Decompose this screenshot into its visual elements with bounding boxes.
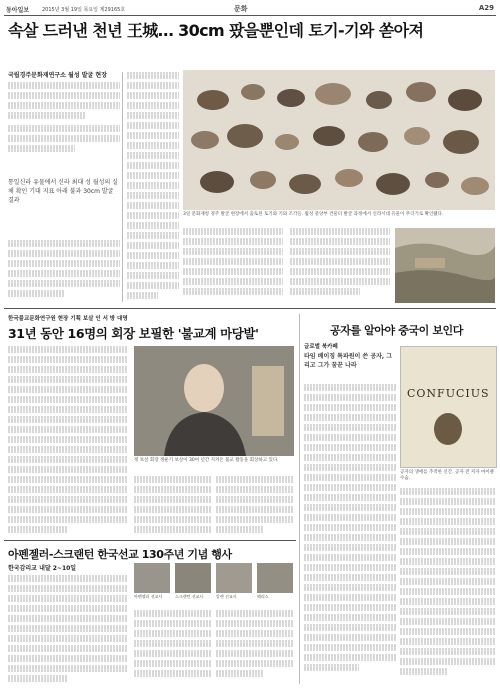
mid-right-column-2 <box>400 488 495 684</box>
masthead <box>4 2 496 14</box>
column-divider <box>122 72 123 302</box>
masthead-rule <box>4 15 496 16</box>
monk-photo <box>134 346 294 456</box>
aerial-site-photo <box>395 228 495 303</box>
section-rule-2 <box>4 540 296 541</box>
book-cover-portrait <box>401 409 496 449</box>
mid-left-headline: 31년 동안 16명의 회장 보필한 '불교계 마당발' <box>8 326 259 341</box>
artifacts-photo-illustration <box>183 70 495 210</box>
bottom-kicker: 한국감리교 내달 2~10일 <box>8 565 77 572</box>
mid-left-column-1 <box>8 346 128 536</box>
book-cover-caption: 공자의 생애를 추적한 신간. 공자 전 저자 마이클 수숨. <box>400 470 495 481</box>
book-cover <box>400 346 497 468</box>
bottom-left-column-2 <box>134 610 212 685</box>
bottom-left-column-3 <box>216 610 294 685</box>
missionary-portraits <box>134 563 294 603</box>
top-kicker: 국립경주문화재연구소 월성 발굴 현장 <box>8 72 108 79</box>
top-left-notes <box>8 82 120 177</box>
artifacts-photo <box>183 70 495 210</box>
mid-left-column-3 <box>216 476 294 536</box>
portrait-1 <box>134 563 170 593</box>
global-book-cafe-label: 글로벌 북카페 <box>304 344 338 350</box>
portrait-2 <box>175 563 211 593</box>
mid-left-column-2 <box>134 476 212 536</box>
aerial-site-illustration <box>395 228 495 303</box>
portrait-4-name: 해리스 <box>257 594 269 599</box>
top-column-2-body <box>127 72 179 302</box>
newspaper-name: 동아일보 <box>6 7 30 14</box>
top-headline: 속살 드러낸 천년 王城… 30cm 팠을뿐인데 토기-기와 쏟아져 <box>8 21 424 40</box>
portrait-4 <box>257 563 293 593</box>
book-subtitle: 타임 베이징 특파원이 쓴 공자, 그리고 그가 꿈꾼 나라 <box>304 353 393 369</box>
issue-date: 2015년 3월 19일 목요일 제29165호 <box>42 7 126 13</box>
section-name: 문화 <box>234 5 248 13</box>
monk-illustration <box>134 346 294 456</box>
monk-photo-caption: 정 보살 회장 정운기 보살이 30여 년간 지켜온 불교 활동을 회상하고 있다. <box>134 458 279 463</box>
portrait-1-name: 아펜젤러 선교사 <box>134 594 163 599</box>
top-column-3-body <box>183 228 283 303</box>
mid-column-divider <box>299 314 300 684</box>
portrait-3 <box>216 563 252 593</box>
mid-left-kicker: 한국불교문화연구원 현장 기획 보살 인 서 방 대영 <box>8 316 128 322</box>
section-rule-1 <box>4 308 496 309</box>
book-cover-title: CONFUCIUS <box>407 387 490 400</box>
bottom-left-column-1 <box>8 575 128 685</box>
artifacts-photo-caption: 3일 문화재청 경주 발굴 현장에서 출토된 토기와 기와 조각들. 월성 중앙부 건물터 발굴 과정에서 신라시대 유물이 무더기로 확인됐다. <box>183 212 444 217</box>
portrait-3-name: 알렌 선교사 <box>216 594 237 599</box>
mid-right-column-1 <box>304 384 396 684</box>
bottom-headline: 아펜젤러-스크랜턴 한국선교 130주년 기념 행사 <box>8 548 232 561</box>
top-pull-quote: 통일신라 유물에서 신라 최대 성 월성의 실체 확인 기대 지표 아래 불과 30cm 발굴 결과 <box>8 179 118 204</box>
portrait-2-name: 스크랜턴 선교사 <box>175 594 204 599</box>
top-left-column-body <box>8 240 120 300</box>
mid-right-headline: 공자를 알아야 중국이 보인다 <box>330 324 463 337</box>
page-number: A29 <box>478 4 494 12</box>
top-column-4-body <box>290 228 390 303</box>
